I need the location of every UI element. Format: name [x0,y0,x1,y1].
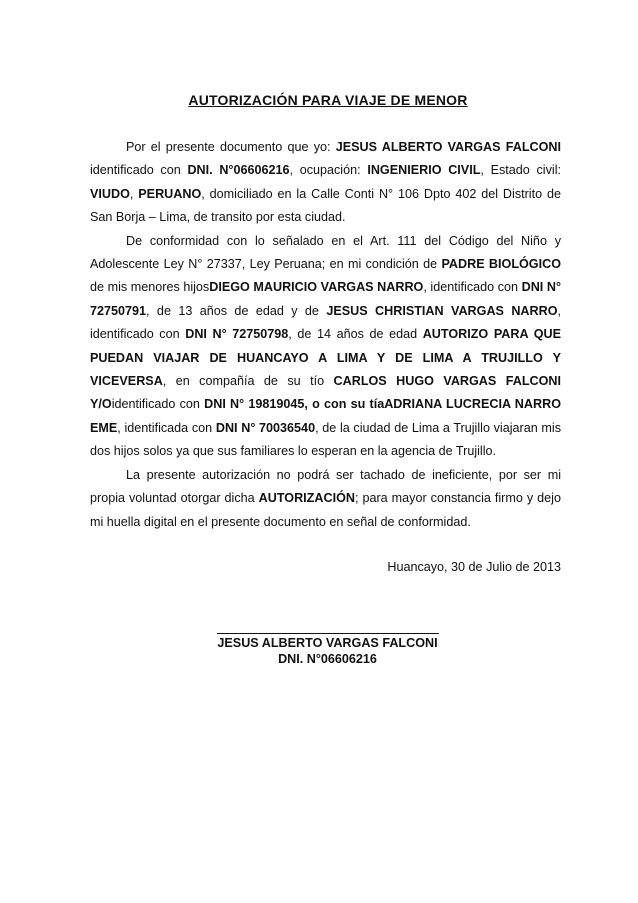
text-run: identificado con [111,397,205,412]
text-run: , de la ciudad de Lima a Trujillo viajaran mis dos hijos solos ya que sus familiares lo esperan en la agencia de Trujillo. [90,420,561,459]
bold-text-run: DNI N° 72750798 [185,327,289,342]
text-run: , identificada con [117,420,216,435]
bold-text-run: VIUDO [90,186,130,201]
text-run: , [129,186,139,201]
bold-text-run: JESUS CHRISTIAN VARGAS NARRO [326,303,558,318]
paragraph-declaration [90,136,561,230]
date-line: Huancayo, 30 de Julio de 2013 [387,560,561,574]
document-body [90,136,561,534]
text-run: , en compañía de su tío [162,374,334,389]
bold-text-run: PADRE BIOLÓGICO [441,257,561,272]
signature-line [217,617,439,634]
text-run: De conformidad con lo señalado en el Art. 111 del Código del Niño y Adolescente Ley N° 27337, Ley Peruana; en mi condición de [90,233,561,272]
bold-text-run: CARLOS HUGO VARGAS FALCONI Y/O [90,374,561,412]
text-run: de mis menores hijos [90,280,210,295]
signer-dni: DNI. N°06606216 [278,652,377,666]
text-run: Por el presente documento que yo: [126,140,336,154]
text-run: , Estado civil: [480,163,561,178]
bold-text-run: ADRIANA LUCRECIA NARRO EME [90,397,561,435]
signer-name: JESUS ALBERTO VARGAS FALCONI [217,636,438,650]
bold-text-run: INGENIERIO CIVIL [367,163,481,178]
signature-block [215,617,440,667]
bold-text-run: DNI N° 19819045, o con su tía [204,397,385,412]
bold-text-run: AUTORIZACIÓN [258,491,355,506]
bold-text-run: DIEGO MAURICIO VARGAS NARRO [209,280,424,295]
bold-text-run: DNI N° 70036540 [215,420,316,435]
bold-text-run: PERUANO [138,186,202,201]
bold-text-run: DNI N° 72750791 [90,280,561,318]
text-run: , de 14 años de edad [288,327,423,342]
paragraph-authorization [90,230,561,464]
text-run: , identificado con [423,280,522,295]
text-run: identificado con [90,163,188,178]
text-run: , ocupación: [289,163,368,178]
text-run: , domiciliado en la Calle Conti N° 106 Dpto 402 del Distrito de San Borja – Lima, de transito por esta ciudad. [90,186,562,225]
text-run: ; para mayor constancia firmo y dejo mi huella digital en el presente documento en señal de conformidad. [90,491,561,529]
document-title: AUTORIZACIÓN PARA VIAJE DE MENOR [188,92,468,108]
paragraph-closing [90,464,561,534]
text-run: La presente autorización no podrá ser tachado de ineficiente, por ser mi propia voluntad otorgar dicha [90,467,561,506]
bold-text-run: DNI. N°06606216 [187,163,290,178]
text-run: , de 13 años de edad y de [146,303,327,318]
text-run: , identificado con [90,303,561,342]
bold-text-run: JESUS ALBERTO VARGAS FALCONI [335,140,561,154]
bold-text-run: AUTORIZO PARA QUE PUEDAN VIAJAR DE HUANCAYO A LIMA Y DE LIMA A TRUJILLO Y VICEVERSA [90,327,561,389]
